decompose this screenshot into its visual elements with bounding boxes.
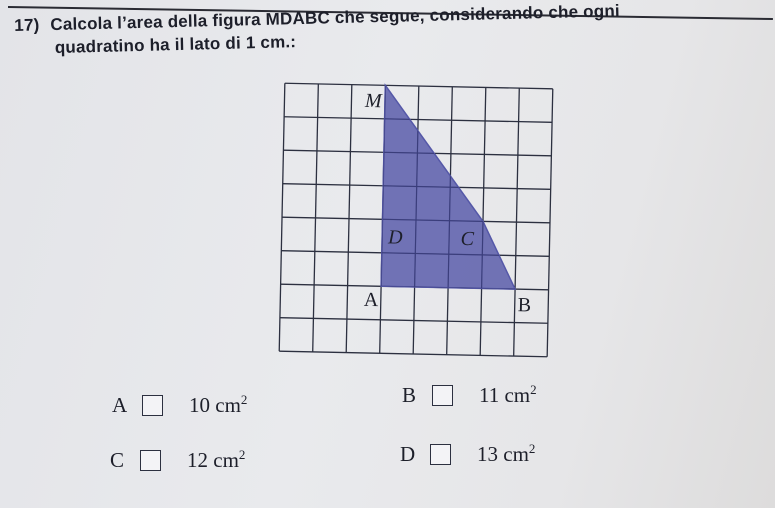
option-b-checkbox[interactable] [432,385,453,406]
option-d-checkbox[interactable] [430,444,451,465]
option-c-value [187,447,245,473]
option-c-letter: C [110,447,125,472]
option-d-letter: D [400,441,416,466]
option-b-exponent: 2 [530,382,537,397]
option-c-value-text: 12 cm [187,448,239,472]
option-a-value [189,392,247,418]
option-b-value [479,382,537,408]
vertex-label-b: B [517,294,532,317]
option-b[interactable] [402,382,537,408]
option-d-value [477,441,535,467]
option-a-checkbox[interactable] [142,395,163,416]
option-d[interactable] [400,441,535,467]
option-d-value-text: 13 cm [477,442,529,466]
vertex-label-m: M [364,89,382,113]
vertex-label-d: D [387,226,403,249]
vertex-label-a: A [363,288,379,312]
vertex-label-c: C [460,227,475,251]
question-number: 17) [14,15,40,35]
option-b-letter: B [402,382,417,407]
question-line-2: quadratino ha il lato di 1 cm.: [54,32,297,58]
grid-figure-svg [277,81,555,359]
option-b-value-text: 11 cm [479,383,531,407]
option-c-exponent: 2 [238,447,246,462]
shaded-cells [279,83,553,357]
option-a-value-text: 10 cm [189,393,241,417]
option-a-exponent: 2 [240,392,248,407]
option-c-checkbox[interactable] [140,450,161,471]
option-c[interactable] [110,447,245,473]
option-d-exponent: 2 [528,441,536,456]
grid-figure [277,81,555,359]
option-a[interactable] [112,392,247,418]
option-a-letter: A [112,392,128,417]
question-line-1: Calcola l’area della figura MDABC che segue, considerando che ogni [50,1,621,35]
